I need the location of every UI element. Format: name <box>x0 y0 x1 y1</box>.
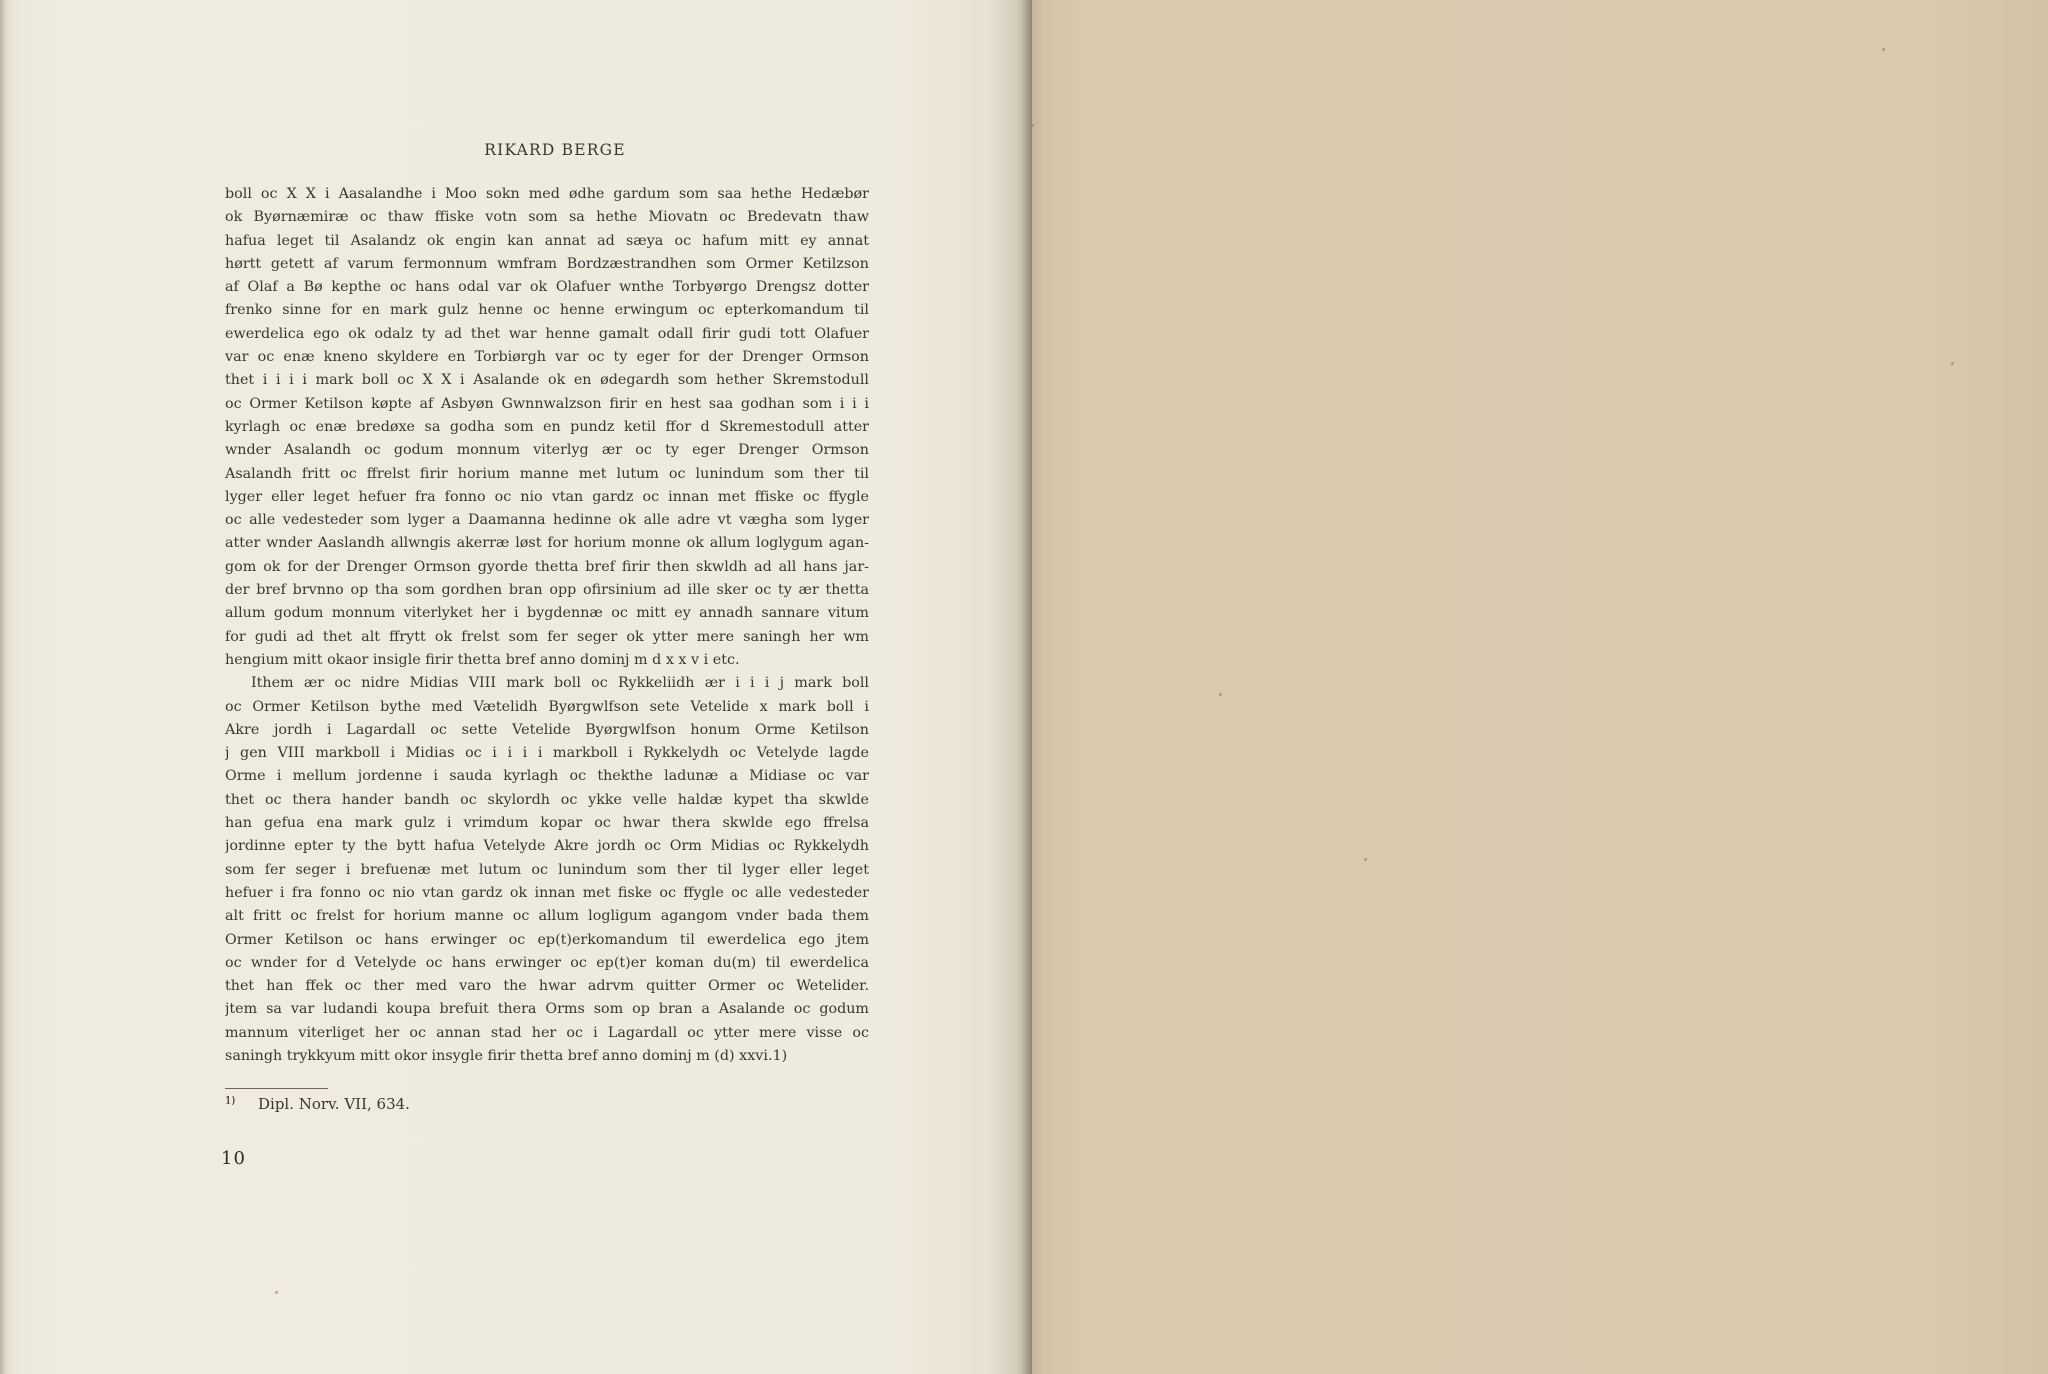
text-line: frenko sinne for en mark gulz henne oc henne erwingum oc epterkomandum til <box>225 302 869 319</box>
text-line: hafua leget til Asalandz ok engin kan annat ad sæya oc hafum mitt ey annat <box>225 232 869 249</box>
text-line: allum godum monnum viterlyket her i bygdennæ oc mitt ey annadh sannare vitum <box>225 605 869 622</box>
paper-speck <box>1951 362 1954 365</box>
page-number: 10 <box>221 1148 246 1169</box>
text-line: Orme i mellum jordenne i sauda kyrlagh oc thekthe ladunæ a Midiase oc var <box>225 768 869 785</box>
text-line: jtem sa var ludandi koupa brefuit thera Orms som op bran a Asalande oc godum <box>225 1001 869 1018</box>
text-line: som fer seger i brefuenæ met lutum oc lunindum som ther til lyger eller leget <box>225 861 869 878</box>
text-line: hørtt getett af varum fermonnum wmfram Bordzæstrandhen som Ormer Ketilzson <box>225 255 869 272</box>
text-line: for gudi ad thet alt ffrytt ok frelst som fer seger ok ytter mere saningh her wm <box>225 628 869 645</box>
text-line: Ormer Ketilson oc hans erwinger oc ep(t)erkomandum til ewerdelica ego jtem <box>225 931 869 948</box>
text-line: thet oc thera hander bandh oc skylordh oc ykke velle haldæ kypet tha skwlde <box>225 791 869 808</box>
text-line: kyrlagh oc enæ bredøxe sa godha som en pundz ketil ffor d Skremestodull atter <box>225 418 869 435</box>
text-line: af Olaf a Bø kepthe oc hans odal var ok Olafuer wnthe Torbyørgo Drengsz dotter <box>225 279 869 296</box>
right-page-blank <box>1032 0 2048 1374</box>
text-line: thet han ffek oc ther med varo the hwar adrvm quitter Ormer oc Wetelider. <box>225 978 869 995</box>
text-line: oc alle vedesteder som lyger a Daamanna hedinne ok alle adre vt vægha som lyger <box>225 512 869 529</box>
text-line: ok Byørnæmiræ oc thaw ffiske votn som sa hethe Miovatn oc Bredevatn thaw <box>225 209 869 226</box>
text-line: han gefua ena mark gulz i vrimdum kopar oc hwar thera skwlde ego ffrelsa <box>225 815 869 832</box>
running-head: RIKARD BERGE <box>484 141 626 159</box>
text-line: oc wnder for d Vetelyde oc hans erwinger oc ep(t)er koman du(m) til ewerdelica <box>225 954 869 971</box>
text-line: Asalandh fritt oc ffrelst firir horium manne met lutum oc lunindum som ther til <box>225 465 869 482</box>
footnote-text: Dipl. Norv. VII, 634. <box>258 1095 410 1113</box>
text-line: j gen VIII markboll i Midias oc i i i i markboll i Rykkelydh oc Vetelyde lagde <box>225 745 869 762</box>
text-line: oc Ormer Ketilson køpte af Asbyøn Gwnnwalzson firir en hest saa godhan som i i i <box>225 395 869 412</box>
text-line: jordinne epter ty the bytt hafua Vetelyde Akre jordh oc Orm Midias oc Rykkelydh <box>225 838 869 855</box>
text-line-paragraph-start: Ithem ær oc nidre Midias VIII mark boll oc Rykkeliidh ær i i i j mark boll <box>251 675 869 692</box>
text-line: lyger eller leget hefuer fra fonno oc nio vtan gardz oc innan met ffiske oc ffygle <box>225 488 869 505</box>
text-line: var oc enæ kneno skyldere en Torbiørgh var oc ty eger for der Drenger Ormson <box>225 349 869 366</box>
text-line: saningh trykkyum mitt okor insygle firir thetta bref anno dominj m (d) xxvi.1) <box>225 1047 788 1064</box>
text-line: oc Ormer Ketilson bythe med Vætelidh Byørgwlfson sete Vetelide x mark boll i <box>225 698 869 715</box>
text-line: der bref brvnno op tha som gordhen bran opp ofirsinium ad ille sker oc ty ær thetta <box>225 582 869 599</box>
paper-speck <box>275 1291 278 1294</box>
paper-speck <box>1882 48 1885 51</box>
text-line: wnder Asalandh oc godum monnum viterlyg ær oc ty eger Drenger Ormson <box>225 442 869 459</box>
text-line: ewerdelica ego ok odalz ty ad thet war henne gamalt odall firir gudi tott Olafuer <box>225 325 869 342</box>
footnote-rule <box>225 1088 328 1089</box>
text-line: gom ok for der Drenger Ormson gyorde thetta bref firir then skwldh ad all hans jar- <box>225 558 869 575</box>
body-text <box>225 183 869 1068</box>
paper-speck <box>1219 693 1222 696</box>
text-line: alt fritt oc frelst for horium manne oc allum logligum agangom vnder bada them <box>225 908 869 925</box>
text-line: Akre jordh i Lagardall oc sette Vetelide Byørgwlfson honum Orme Ketilson <box>225 721 869 738</box>
text-line: atter wnder Aaslandh allwngis akerræ løst for horium monne ok allum loglygum agan- <box>225 535 869 552</box>
footnote-mark <box>225 1095 235 1114</box>
text-line: mannum viterliget her oc annan stad her oc i Lagardall oc ytter mere visse oc <box>225 1024 869 1041</box>
text-line: boll oc X X i Aasalandhe i Moo sokn med ødhe gardum som saa hethe Hedæbør <box>225 186 869 202</box>
left-page-edge <box>0 0 6 1374</box>
footnote-number: 1) <box>225 1095 236 1107</box>
text-line: thet i i i i mark boll oc X X i Asalande ok en ødegardh som hether Skremstodull <box>225 372 869 389</box>
paper-speck <box>1364 858 1367 861</box>
text-line: hengium mitt okaor insigle firir thetta bref anno dominj m d x x v i etc. <box>225 651 740 668</box>
text-line: hefuer i fra fonno oc nio vtan gardz ok innan met fiske oc ffygle oc alle vedesteder <box>225 884 869 901</box>
paper-speck <box>1031 124 1034 127</box>
